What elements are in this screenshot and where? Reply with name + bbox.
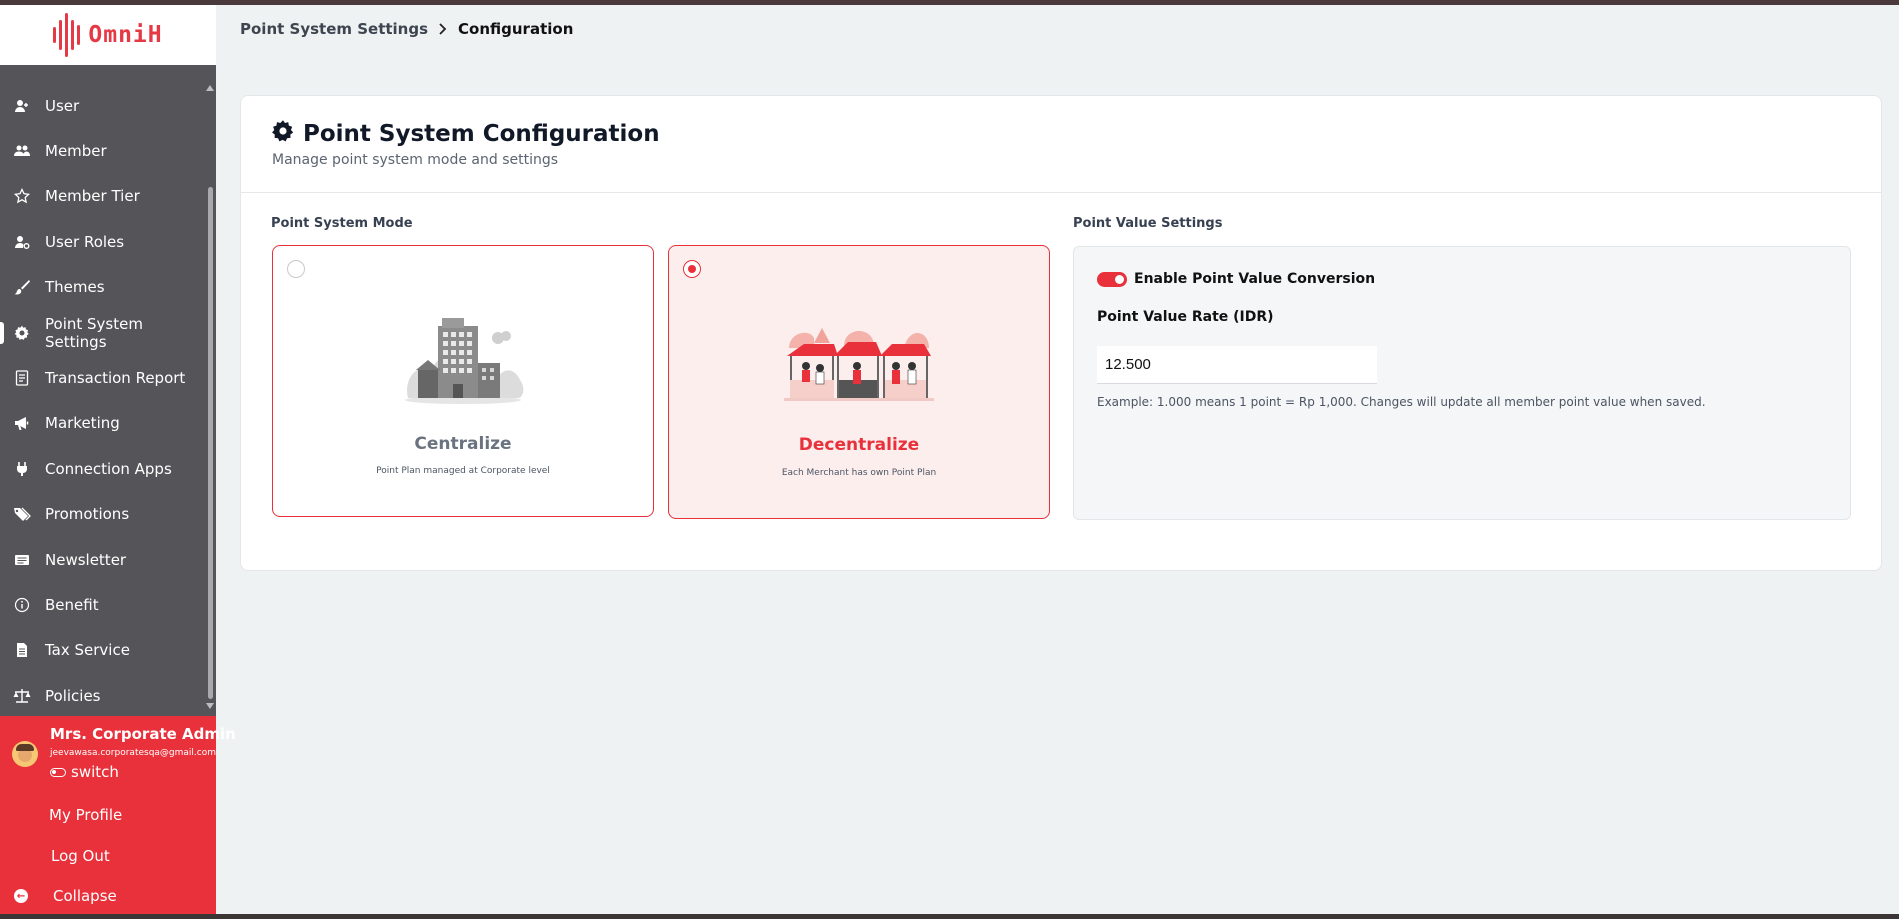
page-subtitle: Manage point system mode and settings [272, 152, 559, 168]
user-plus-icon [14, 98, 30, 114]
sidebar-item-member[interactable] [0, 128, 205, 173]
market-stalls-illustration [784, 308, 934, 408]
sidebar-item-label: Marketing [45, 414, 120, 433]
sidebar-item-connection-apps[interactable] [0, 446, 205, 491]
scroll-up-arrow-icon[interactable] [206, 85, 214, 91]
paintbrush-icon [14, 279, 30, 295]
user-gear-icon [14, 234, 30, 250]
centralize-radio[interactable] [287, 260, 305, 278]
sidebar-item-label: Member [45, 142, 107, 161]
decentralize-description: Each Merchant has own Point Plan [781, 468, 937, 478]
collapse-label: Collapse [53, 887, 117, 905]
gear-icon [14, 325, 30, 341]
sidebar-item-themes[interactable] [0, 265, 205, 310]
sidebar-item-label: Tax Service [45, 641, 130, 660]
point-value-settings-panel [1073, 246, 1851, 520]
users-icon [14, 143, 30, 159]
mode-option-centralize[interactable] [272, 245, 654, 517]
mode-option-decentralize[interactable] [668, 245, 1050, 519]
sidebar-item-label: Transaction Report [45, 369, 186, 388]
logo-text: OmniH [88, 22, 163, 48]
chevron-right-icon [436, 22, 450, 36]
window-bottom-bar [0, 914, 1899, 919]
sidebar-item-member-tier[interactable] [0, 174, 205, 219]
user-name: Mrs. Corporate Admin [50, 725, 236, 743]
window-top-bar [0, 0, 1899, 5]
megaphone-icon [14, 415, 30, 431]
point-value-conversion-toggle-row [1097, 271, 1375, 287]
star-icon [14, 188, 30, 204]
point-value-rate-input[interactable] [1097, 346, 1377, 384]
sidebar-item-newsletter[interactable] [0, 537, 205, 582]
sidebar-item-benefit[interactable] [0, 582, 205, 627]
sidebar-item-label: Policies [45, 686, 101, 705]
sidebar-item-point-system-settings[interactable] [0, 310, 205, 355]
arrow-left-circle-icon: ← [14, 889, 28, 903]
sidebar-item-promotions[interactable] [0, 492, 205, 537]
logout-link[interactable]: Log Out [51, 847, 110, 865]
breadcrumb [240, 20, 573, 38]
receipt-icon [14, 370, 30, 386]
sidebar-item-label: Member Tier [45, 187, 140, 206]
sidebar-item-policies[interactable] [0, 673, 205, 718]
switch-label: switch [71, 763, 119, 781]
avatar[interactable] [12, 741, 38, 767]
sidebar-item-label: Point System Settings [45, 314, 143, 351]
sidebar-item-label: User [45, 96, 80, 115]
page-title-text: Point System Configuration [303, 121, 660, 147]
page-title [271, 119, 660, 149]
brand-logo[interactable] [0, 5, 216, 65]
sidebar-item-label: Connection Apps [45, 459, 172, 478]
sidebar-item-label: User Roles [45, 232, 125, 251]
logo-mark-icon [53, 13, 80, 57]
sidebar-item-label: Newsletter [45, 550, 127, 569]
sidebar-item-label: Promotions [45, 505, 130, 524]
switch-account-toggle[interactable] [50, 763, 119, 781]
gear-icon [271, 119, 295, 149]
city-buildings-illustration [398, 308, 528, 408]
sidebar-scrollbar-thumb[interactable] [208, 187, 213, 699]
value-section-label: Point Value Settings [1073, 216, 1223, 231]
sidebar-item-tax-service[interactable] [0, 628, 205, 673]
collapse-sidebar-button[interactable] [14, 887, 117, 905]
sidebar-item-user-roles[interactable] [0, 219, 205, 264]
toggle-label: Enable Point Value Conversion [1134, 271, 1376, 287]
sidebar-item-transaction-report[interactable] [0, 355, 205, 400]
card-header [241, 96, 1881, 193]
plug-icon [14, 461, 30, 477]
mode-section-label: Point System Mode [271, 216, 413, 231]
point-value-rate-label: Point Value Rate (IDR) [1097, 309, 1274, 325]
sidebar-item-marketing[interactable] [0, 401, 205, 446]
breadcrumb-current: Configuration [458, 20, 574, 38]
user-email: jeevawasa.corporatesqa@gmail.com [50, 748, 217, 758]
scale-icon [14, 688, 30, 704]
point-value-hint: Example: 1.000 means 1 point = Rp 1,000. Changes will update all member point value when saved. [1097, 395, 1706, 409]
sidebar-nav [0, 83, 205, 718]
tags-icon [14, 506, 30, 522]
point-value-conversion-toggle[interactable] [1097, 272, 1127, 287]
sidebar-item-label: Benefit [45, 595, 99, 614]
file-icon [14, 642, 30, 658]
newspaper-icon [14, 552, 30, 568]
scroll-down-arrow-icon[interactable] [206, 703, 214, 709]
decentralize-title: Decentralize [798, 435, 920, 455]
user-panel [0, 716, 236, 914]
my-profile-link[interactable]: My Profile [49, 806, 123, 824]
sidebar-item-label: Themes [45, 278, 105, 297]
sidebar-item-user[interactable] [0, 83, 205, 128]
info-circle-icon [14, 597, 30, 613]
decentralize-radio[interactable] [683, 260, 701, 278]
centralize-title: Centralize [414, 434, 512, 454]
toggle-icon [50, 768, 66, 777]
sidebar [0, 5, 236, 914]
centralize-description: Point Plan managed at Corporate level [376, 466, 550, 476]
breadcrumb-parent-link[interactable]: Point System Settings [240, 20, 429, 38]
